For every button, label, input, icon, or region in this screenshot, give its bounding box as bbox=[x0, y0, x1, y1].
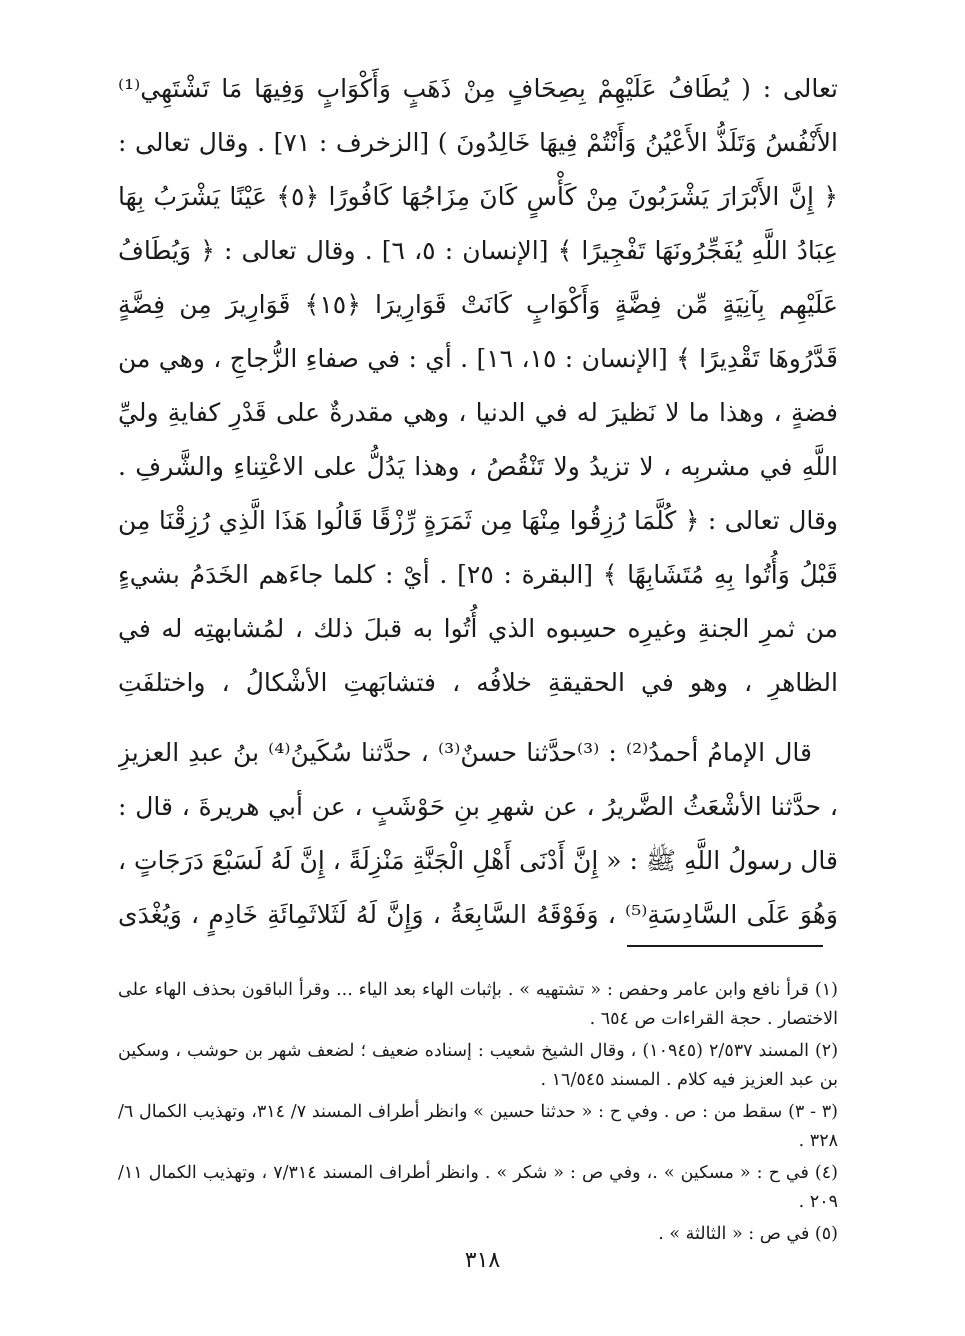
footnote-1: (١) قرأ نافع وابن عامر وحفص : « تشتهيه » . بإثبات الهاء بعد الياء ... وقرأ الباقون بحذف الهاء على الاختصار . حجة القراءات ص ٦٥٤ . bbox=[118, 980, 838, 1029]
footnote-5: (٥) في ص : « الثالثة » . bbox=[658, 1224, 838, 1244]
footnote-3: (٣ - ٣) سقط من : ص . وفي ح : « حدثنا حسين » وانظر أطراف المسند ٧/ ٣١٤، وتهذيب الكمال ٦/ ٣٢٨ . bbox=[118, 1102, 838, 1151]
page-number: ٣١٨ bbox=[464, 1248, 501, 1273]
footnote-2: (٢) المسند ٢/٥٣٧ (١٠٩٤٥) ، وقال الشيخ شعيب : إسناده ضعيف ؛ لضعف شهر بن حوشب ، وسكين بن عبد العزيز فيه كلام . المسند ١٦/٥٤٥ . bbox=[118, 1041, 839, 1090]
footnotes bbox=[118, 976, 838, 1252]
footnote-4: (٤) في ح : « مسكين » .، وفي ص : « شكر » . وانظر أطراف المسند ٧/٣١٤ ، وتهذيب الكمال ١١/ ٢٠٩ . bbox=[118, 1163, 838, 1212]
body-paragraph-1: تعالى : ( يُطَافُ عَلَيْهِمْ بِصِحَافٍ مِنْ ذَهَبٍ وَأَكْوَابٍ وَفِيهَا مَا تَشْتَهِي⁽¹⁾ الأَنْفُسُ وَتَلَذُّ الأَعْيُنُ وَأَنْتُمْ فِيهَا خَالِدُونَ ) [الزخرف : ٧١] . وقال تعالى : ﴿ إِنَّ الأَبْرَارَ يَشْرَبُونَ مِنْ كَأْسٍ كَانَ مِزَاجُهَا كَافُورًا ﴿٥﴾ عَيْنًا يَشْرَبُ بِهَا عِبَادُ اللَّهِ يُفَجِّرُونَهَا تَفْجِيرًا ﴾ [الإنسان : ٥، ٦] . وقال تعالى : ﴿ وَيُطَافُ عَلَيْهِم بِآنِيَةٍ مِّن فِضَّةٍ وَأَكْوَابٍ كَانَتْ قَوَارِيرَا ﴿١٥﴾ قَوَارِيرَ مِن فِضَّةٍ قَدَّرُوهَا تَقْدِيرًا ﴾ [الإنسان : ١٥، ١٦] . أي : في صفاءِ الزُّجاجِ ، وهي من فضةٍ ، وهذا ما لا نَظيرَ له في الدنيا ، وهي مقدرةٌ على قَدْرِ كفايةِ وليِّ اللَّهِ في مشربِه ، لا تزيدُ ولا تَنْقُصُ ، وهذا يَدُلُّ على الاعْتِناءِ والشَّرفِ . وقال تعالى : ﴿ كُلَّمَا رُزِقُوا مِنْهَا مِن ثَمَرَةٍ رِّزْقًا قَالُوا هَذَا الَّذِي رُزِقْنَا مِن قَبْلُ وَأُتُوا بِهِ مُتَشَابِهًا ﴾ [البقرة : ٢٥] . أيْ : كلما جاءَهم الخَدَمُ بشيءٍ من ثمرِ الجنةِ وغيرِه حسِبوه الذي أُتُوا به قبلَ ذلك ، لمُشابهتِه له في الظاهرِ ، وهو في الحقيقةِ خلافُه ، فتشابَهتِ الأشْكالُ ، واختلفَتِ bbox=[118, 74, 838, 697]
body-paragraph-2: قال الإمامُ أحمدُ⁽²⁾ : ⁽³⁾حدَّثنا حسنٌ⁽³⁾ ، حدَّثنا سُكَينُ⁽⁴⁾ بنُ عبدِ العزيزِ ، حدَّثنا الأشْعَثُ الضَّريرُ ، عن شهرِ بنِ حَوْشَبٍ ، عن أبي هريرةَ ، قال : قال رسولُ اللَّهِ ﷺ : « إِنَّ أَدْنَى أَهْلِ الْجَنَّةِ مَنْزِلَةً ، إِنَّ لَهُ لَسَبْعَ دَرَجَاتٍ ، وَهُوَ عَلَى السَّادِسَةِ⁽⁵⁾ ، وَفَوْقَهُ السَّابِعَةُ ، وَإِنَّ لَهُ لَثَلاثَمِائَةِ خَادِمٍ ، وَيُغْدَى bbox=[118, 738, 838, 929]
footnote-separator bbox=[627, 945, 823, 947]
